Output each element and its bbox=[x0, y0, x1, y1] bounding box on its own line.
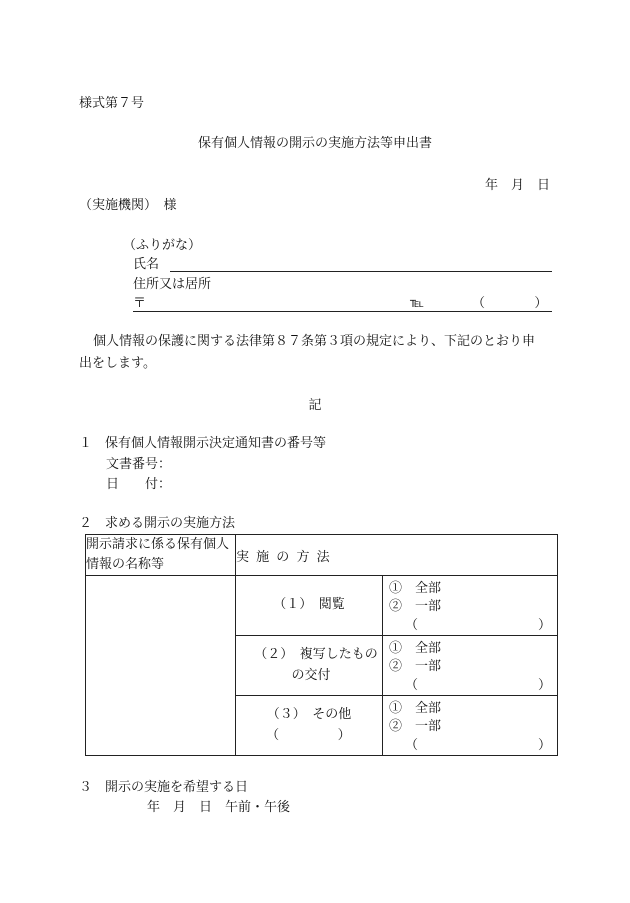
table-row bbox=[86, 576, 558, 636]
method-label: （３） その他 bbox=[266, 706, 352, 722]
section3-date-line: 年 月 日 午前・午後 bbox=[147, 800, 291, 815]
paren-close: ） bbox=[538, 738, 552, 754]
address-label: 住所又は居所 bbox=[133, 277, 212, 292]
paren-close: ） bbox=[538, 678, 552, 694]
body-text-line2: 出をします。 bbox=[79, 356, 156, 371]
method-label-cont: の交付 bbox=[291, 667, 331, 683]
paren-open: （ bbox=[405, 618, 419, 634]
postal-mark: 〒 bbox=[133, 296, 147, 311]
option-partial[interactable]: ② 一部 bbox=[389, 659, 442, 675]
method-header: 実施の方法 bbox=[236, 535, 558, 576]
section3-heading: ３ 開示の実施を希望する日 bbox=[79, 780, 249, 795]
info-name-cell[interactable] bbox=[86, 576, 236, 756]
name-label: 氏名 bbox=[133, 257, 160, 272]
method-cell-other bbox=[236, 696, 383, 756]
section2-heading: ２ 求める開示の実施方法 bbox=[79, 516, 236, 531]
tel-paren: （ ） bbox=[472, 296, 551, 311]
method-cell-viewing bbox=[236, 576, 383, 636]
option-cell bbox=[383, 696, 558, 756]
method-table-header-row bbox=[86, 535, 558, 576]
option-partial[interactable]: ② 一部 bbox=[389, 599, 442, 615]
option-all[interactable]: ① 全部 bbox=[389, 581, 442, 597]
option-cell bbox=[383, 576, 558, 636]
paren-close: ） bbox=[538, 618, 552, 634]
paren-open: （ bbox=[405, 738, 419, 754]
section1-heading: １ 保有個人情報開示決定通知書の番号等 bbox=[79, 436, 327, 451]
method-label: （１） 閲覧 bbox=[273, 597, 345, 613]
method-cell-copy bbox=[236, 636, 383, 696]
option-cell bbox=[383, 636, 558, 696]
partial-detail-field[interactable] bbox=[405, 619, 551, 632]
info-name-header: 開示請求に係る保有個人情報の名称等 bbox=[86, 535, 236, 576]
furigana-label: （ふりがな） bbox=[123, 238, 202, 253]
other-method-field[interactable]: （ ） bbox=[266, 727, 352, 743]
body-text-line1: 個人情報の保護に関する法律第８７条第３項の規定により、下記のとおり申 bbox=[93, 334, 536, 349]
address-field-line[interactable] bbox=[133, 311, 552, 312]
doc-number-label: 文書番号： bbox=[106, 457, 172, 472]
name-field-line[interactable] bbox=[170, 271, 552, 272]
section1-date-label: 日 付： bbox=[106, 477, 172, 492]
tel-label: ℡ bbox=[410, 296, 424, 311]
ki-label: 記 bbox=[308, 398, 322, 413]
page-title: 保有個人情報の開示の実施方法等申出書 bbox=[197, 136, 432, 151]
partial-detail-field[interactable] bbox=[405, 679, 551, 692]
date-line: 年 月 日 bbox=[485, 178, 551, 193]
partial-detail-field[interactable] bbox=[405, 739, 551, 752]
method-label: （２） 複写したもの bbox=[254, 646, 378, 662]
method-table bbox=[85, 534, 558, 756]
paren-open: （ bbox=[405, 678, 419, 694]
option-all[interactable]: ① 全部 bbox=[389, 701, 442, 717]
form-number: 様式第７号 bbox=[79, 96, 145, 111]
option-all[interactable]: ① 全部 bbox=[389, 641, 442, 657]
option-partial[interactable]: ② 一部 bbox=[389, 719, 442, 735]
addressee: （実施機関） 様 bbox=[79, 198, 177, 213]
